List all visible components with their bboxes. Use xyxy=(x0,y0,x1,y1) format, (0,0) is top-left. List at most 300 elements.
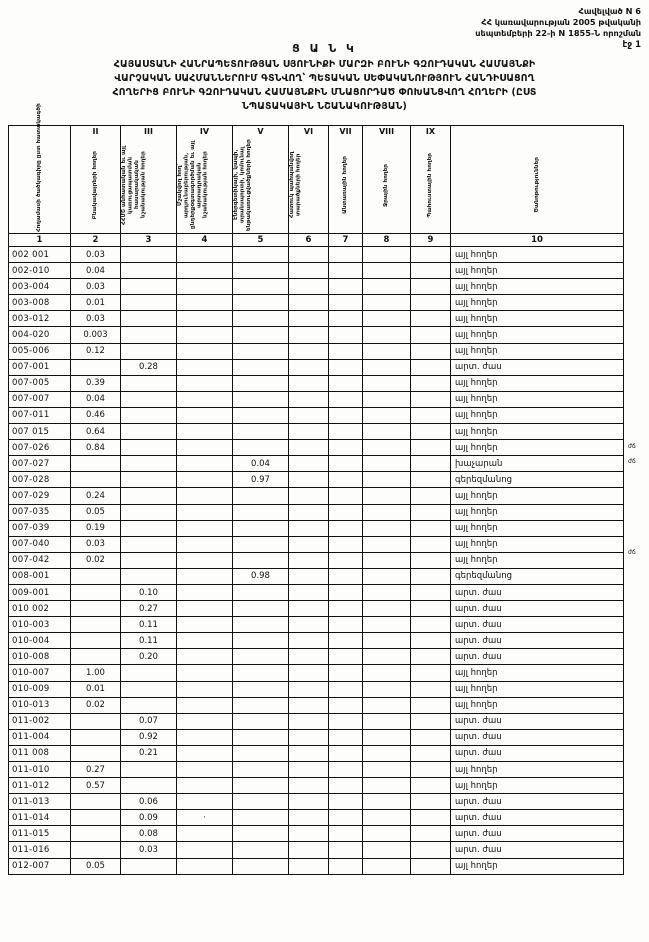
cell-forest xyxy=(329,858,363,874)
cell-forest xyxy=(329,488,363,504)
cell-infrastructure xyxy=(233,633,289,649)
cell-infrastructure xyxy=(233,745,289,761)
cell-public: 0.03 xyxy=(121,842,177,858)
cell-industrial xyxy=(177,488,233,504)
attachment-header xyxy=(475,6,641,39)
cell-water xyxy=(363,617,411,633)
cell-infrastructure xyxy=(233,858,289,874)
cell-infrastructure xyxy=(233,504,289,520)
cell-water xyxy=(363,858,411,874)
cell-reserve xyxy=(411,343,451,359)
cell-note: այլ հողեր xyxy=(451,343,624,359)
cell-code: 003-012 xyxy=(9,311,71,327)
cell-public xyxy=(121,279,177,295)
table-row xyxy=(9,778,624,794)
column-number-row xyxy=(9,234,624,247)
cell-reserve xyxy=(411,440,451,456)
cell-settlement: 0.12 xyxy=(71,343,121,359)
cell-water xyxy=(363,295,411,311)
cell-industrial xyxy=(177,858,233,874)
cell-code: 002 001 xyxy=(9,247,71,263)
cell-water xyxy=(363,391,411,407)
cell-infrastructure xyxy=(233,649,289,665)
cell-public xyxy=(121,391,177,407)
cell-note: այլ հողեր xyxy=(451,375,624,391)
cell-protected xyxy=(289,762,329,778)
col-header-infrastructure-text: Էներգետիկայի, կապի, տրանսպորտի, կոմունալ ենթակառուցվածքների հողեր xyxy=(233,139,252,231)
cell-note: արտ. ժաս xyxy=(451,713,624,729)
col-header-industrial-text: Մշակվող հող՝ արդյունաբերության, ընդերքօգտագործման եւ այլ արտադրական նշանակության հողեր xyxy=(177,140,209,230)
cell-water xyxy=(363,488,411,504)
table-row xyxy=(9,858,624,874)
cell-note: այլ հողեր xyxy=(451,697,624,713)
cell-protected xyxy=(289,713,329,729)
cell-reserve xyxy=(411,327,451,343)
table-row xyxy=(9,794,624,810)
cell-public: 0.92 xyxy=(121,729,177,745)
cell-code: 010-003 xyxy=(9,617,71,633)
cell-reserve xyxy=(411,633,451,649)
cell-reserve xyxy=(411,552,451,568)
cell-infrastructure xyxy=(233,488,289,504)
cell-reserve xyxy=(411,778,451,794)
table-row xyxy=(9,713,624,729)
cell-settlement: 0.64 xyxy=(71,424,121,440)
cell-note: այլ հողեր xyxy=(451,279,624,295)
cell-settlement xyxy=(71,359,121,375)
table-row xyxy=(9,520,624,536)
cell-forest xyxy=(329,263,363,279)
cell-forest xyxy=(329,810,363,826)
cell-code: 011-010 xyxy=(9,762,71,778)
cell-water xyxy=(363,247,411,263)
cell-industrial xyxy=(177,424,233,440)
cell-settlement: 0.03 xyxy=(71,536,121,552)
cell-note: այլ հողեր xyxy=(451,665,624,681)
col-header-code xyxy=(9,103,71,234)
cell-infrastructure: 0.98 xyxy=(233,568,289,584)
table-row xyxy=(9,552,624,568)
cell-industrial xyxy=(177,649,233,665)
col-header-settlement-text: Բնակավայրերի հողեր xyxy=(92,150,99,220)
cell-industrial xyxy=(177,343,233,359)
cell-code: 007-007 xyxy=(9,391,71,407)
cell-reserve xyxy=(411,424,451,440)
col-header-notes xyxy=(451,137,624,234)
cell-settlement xyxy=(71,826,121,842)
cell-public xyxy=(121,424,177,440)
table-row xyxy=(9,488,624,504)
cell-industrial xyxy=(177,681,233,697)
table-row xyxy=(9,826,624,842)
col-header-notes-text: Ծանոթություններ xyxy=(533,157,540,213)
cell-settlement xyxy=(71,472,121,488)
table-row xyxy=(9,456,624,472)
cell-forest xyxy=(329,778,363,794)
cell-settlement xyxy=(71,601,121,617)
cell-code: 004-020 xyxy=(9,327,71,343)
roman-cell-2: II xyxy=(71,126,121,138)
cell-industrial xyxy=(177,472,233,488)
cell-protected xyxy=(289,504,329,520)
cell-protected xyxy=(289,633,329,649)
cell-public: 0.21 xyxy=(121,745,177,761)
cell-public xyxy=(121,697,177,713)
cell-industrial xyxy=(177,375,233,391)
cell-forest xyxy=(329,424,363,440)
cell-reserve xyxy=(411,794,451,810)
cell-public xyxy=(121,472,177,488)
cell-forest xyxy=(329,665,363,681)
cell-industrial xyxy=(177,552,233,568)
cell-infrastructure xyxy=(233,762,289,778)
cell-code: 007-011 xyxy=(9,407,71,423)
cell-industrial xyxy=(177,584,233,600)
cell-industrial xyxy=(177,359,233,375)
cell-industrial xyxy=(177,520,233,536)
cell-water xyxy=(363,568,411,584)
cell-infrastructure: 0.04 xyxy=(233,456,289,472)
col-header-reserve-text: Պահուստային հողեր xyxy=(427,152,434,218)
colnum-9: 9 xyxy=(411,234,451,247)
table-row xyxy=(9,697,624,713)
cell-settlement xyxy=(71,456,121,472)
cell-settlement xyxy=(71,713,121,729)
cell-forest xyxy=(329,520,363,536)
cell-protected xyxy=(289,584,329,600)
cell-code: 011-014 xyxy=(9,810,71,826)
cell-settlement: 0.05 xyxy=(71,858,121,874)
cell-protected xyxy=(289,407,329,423)
cell-public: 0.11 xyxy=(121,617,177,633)
cell-public xyxy=(121,295,177,311)
cell-code: 007 015 xyxy=(9,424,71,440)
cell-industrial xyxy=(177,617,233,633)
cell-water xyxy=(363,665,411,681)
cell-forest xyxy=(329,295,363,311)
cell-settlement: 0.04 xyxy=(71,391,121,407)
cell-note: արտ. ժաս xyxy=(451,633,624,649)
table-row xyxy=(9,633,624,649)
cell-settlement: 0.27 xyxy=(71,762,121,778)
cell-public: 0.28 xyxy=(121,359,177,375)
cell-water xyxy=(363,745,411,761)
col-header-settlement xyxy=(71,137,121,234)
cell-protected xyxy=(289,520,329,536)
cell-settlement xyxy=(71,842,121,858)
table-row xyxy=(9,440,624,456)
cell-reserve xyxy=(411,472,451,488)
decision-line-1: ՀՀ կառավարության 2005 թվականի xyxy=(481,17,641,28)
cell-protected xyxy=(289,391,329,407)
cell-water xyxy=(363,520,411,536)
table-body xyxy=(9,247,624,875)
roman-cell-10 xyxy=(451,126,624,138)
cell-forest xyxy=(329,359,363,375)
column-header-row xyxy=(9,137,624,234)
colnum-6: 6 xyxy=(289,234,329,247)
cell-public xyxy=(121,247,177,263)
cell-water xyxy=(363,729,411,745)
cell-note: այլ հողեր xyxy=(451,311,624,327)
cell-settlement xyxy=(71,633,121,649)
cell-settlement xyxy=(71,568,121,584)
colnum-2: 2 xyxy=(71,234,121,247)
cell-infrastructure xyxy=(233,810,289,826)
cell-public xyxy=(121,520,177,536)
table-row xyxy=(9,279,624,295)
table-row xyxy=(9,359,624,375)
cell-protected xyxy=(289,568,329,584)
title-line-3: ՀՈՂԵՐԻՑ ԲՈՒՆԻ ԳԶՈՒԴԱԿԱՆ ՀԱՄԱՅՆՔԻՆ ՄՆԱՑՈՐԴԱԾ ՓՈԽԱՆՑՎՈՂ ՀՈՂԵՐԻ (ԸՍՏ xyxy=(112,86,537,98)
cell-note: գերեզմանոց xyxy=(451,472,624,488)
cell-reserve xyxy=(411,375,451,391)
cell-code: 011-012 xyxy=(9,778,71,794)
table-row xyxy=(9,391,624,407)
cell-public: 0.20 xyxy=(121,649,177,665)
cell-note: այլ հողեր xyxy=(451,327,624,343)
cell-settlement: 0.57 xyxy=(71,778,121,794)
col-header-code-text: Հողամասի ծածկագիրը ըստ հատակագծի xyxy=(36,103,43,232)
cell-code: 011-013 xyxy=(9,794,71,810)
cell-code: 008-001 xyxy=(9,568,71,584)
cell-reserve xyxy=(411,810,451,826)
cell-industrial xyxy=(177,601,233,617)
cell-note: այլ հողեր xyxy=(451,391,624,407)
cell-settlement: 0.39 xyxy=(71,375,121,391)
cell-code: 005-006 xyxy=(9,343,71,359)
cell-industrial xyxy=(177,568,233,584)
cell-infrastructure xyxy=(233,794,289,810)
cell-water xyxy=(363,407,411,423)
cell-reserve xyxy=(411,842,451,858)
cell-forest xyxy=(329,407,363,423)
cell-reserve xyxy=(411,762,451,778)
cell-forest xyxy=(329,327,363,343)
cell-forest xyxy=(329,745,363,761)
cell-industrial xyxy=(177,440,233,456)
cell-note: այլ հողեր xyxy=(451,858,624,874)
cell-note: գերեզմանոց xyxy=(451,568,624,584)
cell-forest xyxy=(329,617,363,633)
cell-code: 007-040 xyxy=(9,536,71,552)
cell-water xyxy=(363,440,411,456)
cell-public xyxy=(121,488,177,504)
cell-infrastructure xyxy=(233,247,289,263)
cell-industrial xyxy=(177,391,233,407)
cell-settlement: 1.00 xyxy=(71,665,121,681)
cell-code: 007-028 xyxy=(9,472,71,488)
cell-code: 010-008 xyxy=(9,649,71,665)
cell-infrastructure xyxy=(233,327,289,343)
cell-industrial xyxy=(177,279,233,295)
cell-note: արտ. ժաս xyxy=(451,810,624,826)
cell-forest xyxy=(329,794,363,810)
cell-code: 002-010 xyxy=(9,263,71,279)
cell-reserve xyxy=(411,858,451,874)
cell-code: 010 002 xyxy=(9,601,71,617)
table-row xyxy=(9,263,624,279)
cell-reserve xyxy=(411,359,451,375)
cell-public xyxy=(121,665,177,681)
cell-protected xyxy=(289,842,329,858)
title-line-4: ՆՊԱՏԱԿԱՅԻՆ ՆՇԱՆԱԿՈՒԹՅԱՆ) xyxy=(242,100,407,112)
cell-protected xyxy=(289,794,329,810)
cell-settlement xyxy=(71,745,121,761)
cell-reserve xyxy=(411,826,451,842)
cell-public xyxy=(121,263,177,279)
cell-water xyxy=(363,601,411,617)
cell-note: այլ հողեր xyxy=(451,681,624,697)
cell-settlement xyxy=(71,584,121,600)
cell-settlement: 0.04 xyxy=(71,263,121,279)
col-header-industrial xyxy=(177,137,233,234)
title-line-2: ՎԱՐՉԱԿԱՆ ՍԱՀՄԱՆՆԵՐՈՒՄ ԳՏՆՎՈՂ՝ ՊԵՏԱԿԱՆ ՍԵՓԱԿԱՆՈՒԹՅՈՒՆ ՀԱՆԴԻՍԱՑՈՂ xyxy=(114,72,535,84)
cell-forest xyxy=(329,391,363,407)
cell-reserve xyxy=(411,649,451,665)
cell-forest xyxy=(329,762,363,778)
cell-water xyxy=(363,826,411,842)
cell-reserve xyxy=(411,568,451,584)
cell-forest xyxy=(329,633,363,649)
table-row xyxy=(9,504,624,520)
col-header-public-text: ՀՀՄՇ անհատական եւ այլ կառուցապատման հասարակական նշանակության հողեր xyxy=(121,145,147,225)
cell-settlement: 0.05 xyxy=(71,504,121,520)
decision-line-2: սեպտեմբերի 22-ի N 1855-Ն որոշման xyxy=(475,28,641,39)
table-row xyxy=(9,745,624,761)
cell-code: 010-007 xyxy=(9,665,71,681)
cell-note: արտ. ժաս xyxy=(451,842,624,858)
cell-code: 007-001 xyxy=(9,359,71,375)
cell-settlement xyxy=(71,617,121,633)
cell-reserve xyxy=(411,295,451,311)
cell-protected xyxy=(289,295,329,311)
cell-public xyxy=(121,762,177,778)
cell-protected xyxy=(289,359,329,375)
cell-public: 0.07 xyxy=(121,713,177,729)
cell-code: 011-016 xyxy=(9,842,71,858)
cell-protected xyxy=(289,681,329,697)
cell-infrastructure xyxy=(233,584,289,600)
cell-protected xyxy=(289,311,329,327)
roman-cell-5: V xyxy=(233,126,289,138)
cell-industrial xyxy=(177,456,233,472)
table-row xyxy=(9,584,624,600)
cell-reserve xyxy=(411,745,451,761)
cell-infrastructure xyxy=(233,729,289,745)
cell-water xyxy=(363,456,411,472)
cell-public: 0.27 xyxy=(121,601,177,617)
cell-public xyxy=(121,456,177,472)
table-row xyxy=(9,375,624,391)
table-row xyxy=(9,729,624,745)
cell-reserve xyxy=(411,681,451,697)
roman-cell-7: VII xyxy=(329,126,363,138)
cell-protected xyxy=(289,649,329,665)
cell-forest xyxy=(329,279,363,295)
cell-infrastructure xyxy=(233,697,289,713)
cell-water xyxy=(363,842,411,858)
cell-reserve xyxy=(411,279,451,295)
cell-forest xyxy=(329,601,363,617)
row-margin-mark: ժճ xyxy=(628,549,636,556)
cell-code: 007-035 xyxy=(9,504,71,520)
cell-public xyxy=(121,552,177,568)
cell-infrastructure xyxy=(233,359,289,375)
cell-infrastructure xyxy=(233,391,289,407)
cell-settlement: 0.84 xyxy=(71,440,121,456)
cell-note: արտ. ժաս xyxy=(451,826,624,842)
table-row xyxy=(9,536,624,552)
cell-note: արտ. ժաս xyxy=(451,794,624,810)
cell-industrial xyxy=(177,536,233,552)
cell-protected xyxy=(289,729,329,745)
cell-note: արտ. ժաս xyxy=(451,649,624,665)
cell-water xyxy=(363,375,411,391)
cell-protected xyxy=(289,488,329,504)
table-row xyxy=(9,343,624,359)
table-row xyxy=(9,311,624,327)
roman-cell-6: VI xyxy=(289,126,329,138)
cell-public xyxy=(121,440,177,456)
cell-code: 011-015 xyxy=(9,826,71,842)
cell-water xyxy=(363,504,411,520)
table-row xyxy=(9,424,624,440)
cell-industrial xyxy=(177,263,233,279)
cell-infrastructure xyxy=(233,842,289,858)
cell-settlement xyxy=(71,810,121,826)
cell-protected xyxy=(289,665,329,681)
roman-cell-9: IX xyxy=(411,126,451,138)
cell-code: 007-029 xyxy=(9,488,71,504)
cell-reserve xyxy=(411,536,451,552)
cell-water xyxy=(363,681,411,697)
cell-code: 011 008 xyxy=(9,745,71,761)
cell-infrastructure: 0.97 xyxy=(233,472,289,488)
cell-water xyxy=(363,584,411,600)
cell-protected xyxy=(289,375,329,391)
cell-settlement: 0.01 xyxy=(71,295,121,311)
col-header-protected xyxy=(289,137,329,234)
cell-protected xyxy=(289,601,329,617)
cell-reserve xyxy=(411,584,451,600)
cell-note: արտ. ժաս xyxy=(451,601,624,617)
cell-code: 010-009 xyxy=(9,681,71,697)
cell-industrial xyxy=(177,665,233,681)
cell-forest xyxy=(329,536,363,552)
roman-cell-3: III xyxy=(121,126,177,138)
cell-note: արտ. ժաս xyxy=(451,584,624,600)
cell-reserve xyxy=(411,617,451,633)
table-row xyxy=(9,601,624,617)
cell-note: այլ հողեր xyxy=(451,536,624,552)
cell-public: 0.10 xyxy=(121,584,177,600)
cell-infrastructure xyxy=(233,536,289,552)
cell-reserve xyxy=(411,456,451,472)
cell-infrastructure xyxy=(233,665,289,681)
cell-code: 010-013 xyxy=(9,697,71,713)
cell-protected xyxy=(289,456,329,472)
cell-code: 007-042 xyxy=(9,552,71,568)
colnum-10: 10 xyxy=(451,234,624,247)
cell-note: խաչարան xyxy=(451,456,624,472)
cell-water xyxy=(363,713,411,729)
cell-forest xyxy=(329,504,363,520)
col-header-infrastructure xyxy=(233,137,289,234)
cell-public xyxy=(121,327,177,343)
cell-protected xyxy=(289,697,329,713)
cell-settlement: 0.03 xyxy=(71,247,121,263)
